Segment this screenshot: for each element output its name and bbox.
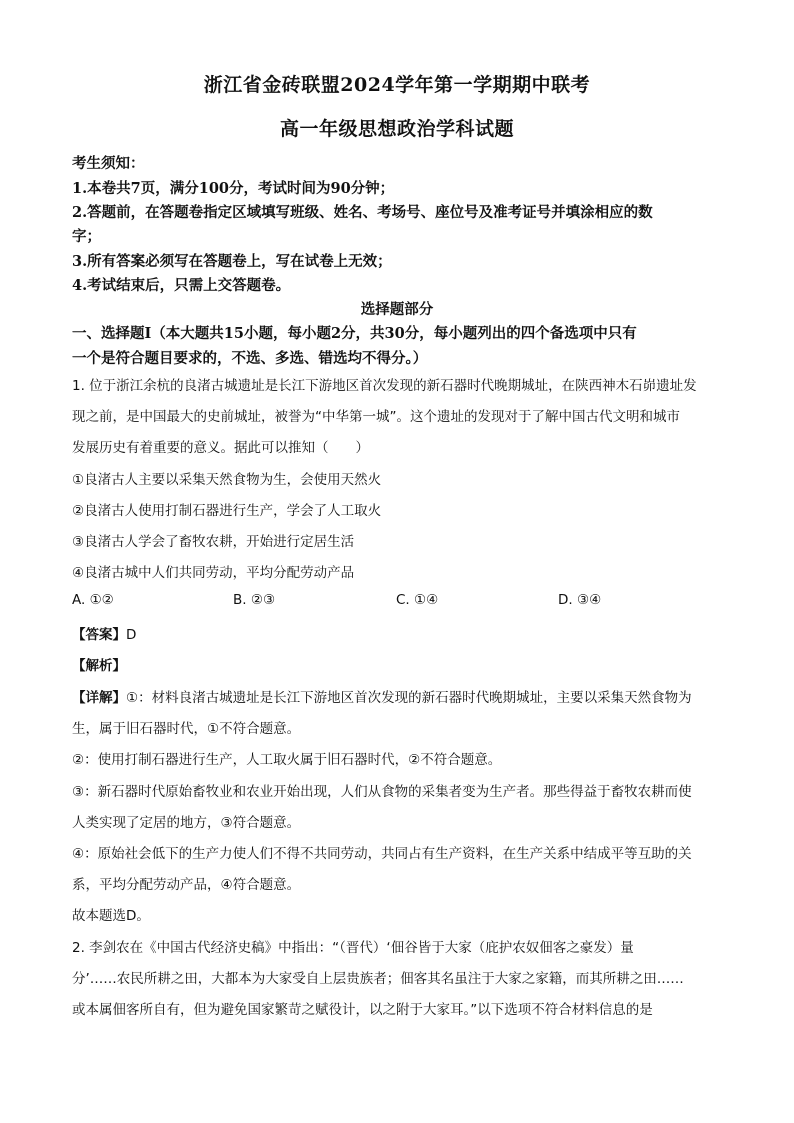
q1-statement: ④良渚古城中人们共同劳动，平均分配劳动产品 bbox=[72, 565, 355, 581]
q1-stem: 现之前，是中国最大的史前城址，被誉为“中华第一城”。这个遗址的发现对于了解中国古代文明和城市 bbox=[72, 409, 680, 425]
section-title: 选择题部分 bbox=[360, 301, 434, 318]
exam-subtitle: 高一年级思想政治学科试题 bbox=[279, 118, 514, 140]
answer-value: D bbox=[126, 627, 137, 643]
q1-option-c: C. ①④ bbox=[396, 592, 439, 608]
section-heading: 一个是符合题目要求的，不选、多选、错选均不得分。） bbox=[72, 350, 428, 367]
q1-answer bbox=[72, 623, 727, 643]
q1-stem: 1. 位于浙江余杭的良渚古城遗址是长江下游地区首次发现的新石器时代晚期城址，在陕西神木石峁遗址发 bbox=[72, 378, 697, 394]
notice-item: 4.考试结束后，只需上交答题卷。 bbox=[72, 277, 291, 294]
q2-stem: 2. 李剑农在《中国古代经济史稿》中指出：“（晋代）‘佃谷皆于大家（庇护农奴佃客之豪发）量 bbox=[72, 940, 634, 956]
q1-detail: 系，平均分配劳动产品，④符合题意。 bbox=[72, 877, 301, 893]
q2-stem: 或本属佃客所自有，但为避免国家繁苛之赋役计，以之附于大家耳。”以下选项不符合材料信息的是 bbox=[72, 1002, 653, 1018]
q1-statement: ①良渚古人主要以采集天然食物为生，会使用天然火 bbox=[72, 472, 382, 488]
section-heading: 一、选择题Ⅰ（本大题共15小题，每小题2分，共30分，每小题列出的四个备选项中只有 bbox=[72, 325, 637, 342]
q1-option-d: D. ③④ bbox=[558, 592, 602, 608]
q1-detail: ②：使用打制石器进行生产，人工取火属于旧石器时代，②不符合题意。 bbox=[72, 752, 502, 768]
q1-detail bbox=[72, 686, 727, 706]
q1-option-b: B. ②③ bbox=[233, 592, 276, 608]
q1-stem: 发展历史有着重要的意义。据此可以推知（ ） bbox=[72, 440, 369, 456]
q1-statement: ②良渚古人使用打制石器进行生产，学会了人工取火 bbox=[72, 503, 382, 519]
notice-item: 3.所有答案必须写在答题卷上，写在试卷上无效； bbox=[72, 253, 392, 270]
notice-item: 1.本卷共7页，满分100分，考试时间为90分钟； bbox=[72, 180, 395, 197]
q1-statement: ③良渚古人学会了畜牧农耕，开始进行定居生活 bbox=[72, 534, 355, 550]
exam-title: 浙江省金砖联盟2024学年第一学期期中联考 bbox=[203, 74, 591, 96]
q2-stem: 分’……农民所耕之田，大都本为大家受自上层贵族者；佃客其名虽注于大家之家籍，而其所耕之田…… bbox=[72, 971, 684, 987]
q1-detail: 生，属于旧石器时代，①不符合题意。 bbox=[72, 721, 301, 737]
notice-item: 字； bbox=[72, 228, 101, 245]
detail-label: 【详解】 bbox=[72, 690, 126, 706]
notice-item: 2.答题前，在答题卷指定区域填写班级、姓名、考场号、座位号及准考证号并填涂相应的数 bbox=[72, 204, 653, 221]
q1-detail: 人类实现了定居的地方，③符合题意。 bbox=[72, 815, 301, 831]
q1-detail: ③：新石器时代原始畜牧业和农业开始出现，人们从食物的采集者变为生产者。那些得益于畜牧农耕而使 bbox=[72, 784, 692, 800]
analysis-label: 【解析】 bbox=[72, 658, 126, 674]
detail-text: ①：材料良渚古城遗址是长江下游地区首次发现的新石器时代晚期城址，主要以采集天然食物为 bbox=[126, 690, 692, 706]
q1-conclusion: 故本题选D。 bbox=[72, 908, 150, 924]
notice-heading: 考生须知： bbox=[72, 155, 145, 172]
q1-option-a: A. ①② bbox=[72, 592, 114, 608]
answer-label: 【答案】 bbox=[72, 627, 126, 643]
q1-detail: ④：原始社会低下的生产力使人们不得不共同劳动，共同占有生产资料，在生产关系中结成平等互助的关 bbox=[72, 846, 692, 862]
q1-analysis bbox=[72, 654, 727, 674]
